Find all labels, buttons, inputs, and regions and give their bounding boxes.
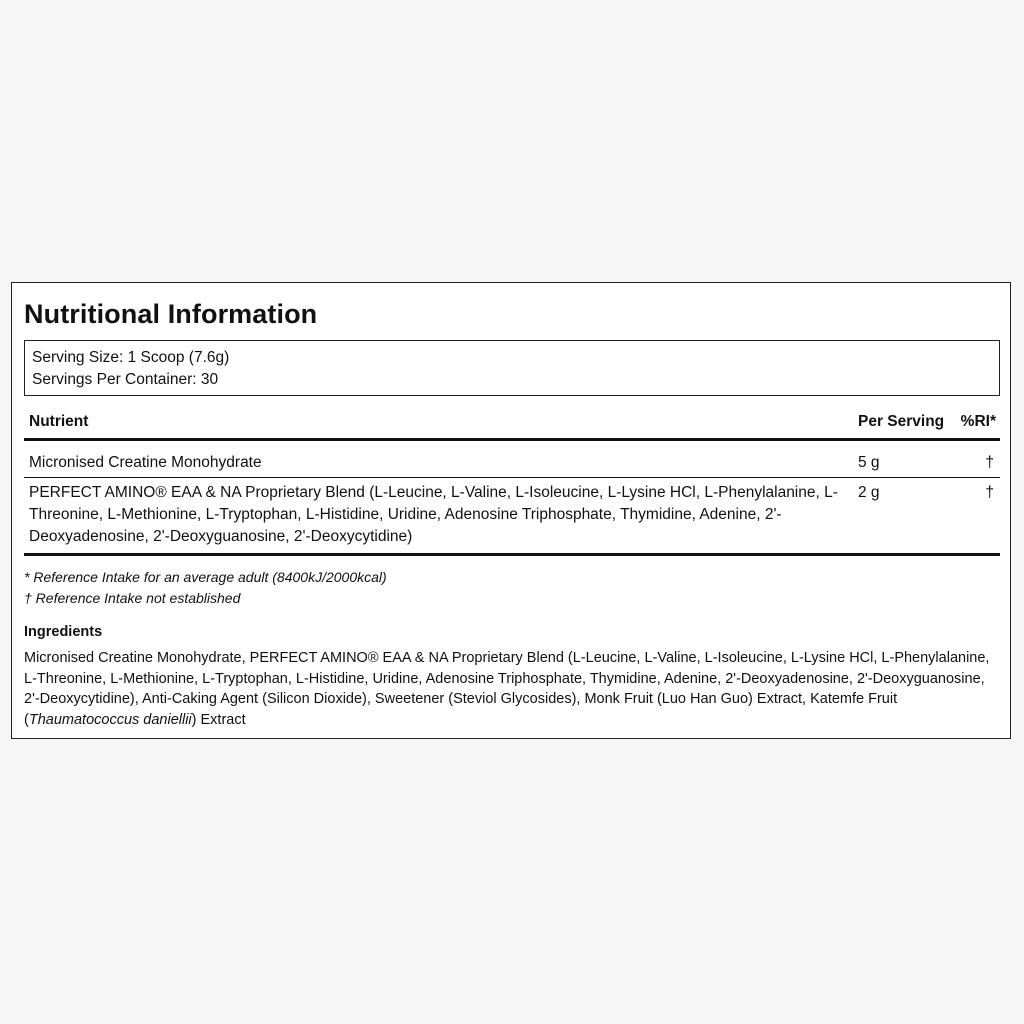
nutrient-table — [24, 401, 1000, 556]
table-row — [24, 478, 1000, 556]
serving-size: Serving Size: 1 Scoop (7.6g) — [32, 349, 230, 366]
ingredients-text-main: Micronised Creatine Monohydrate, PERFECT AMINO® EAA & NA Proprietary Blend (L-Leucine, L-Valine, L-Isoleucine, L-Lysine HCl, L-Phenylalanine, L-Threonine, L-Methionine, L-Tryptophan, L-Histidine, Uridine, Adenosine Triphosphate, Thymidine, Adenine, 2'-Deoxyadenosine, 2'-Deoxyguanosine, 2'-Deoxycytidine), Anti-Caking Agent (Silicon Dioxide), Sweetener (Steviol Glycosides), Monk Fruit (Luo Han Guo) Extract, Katemfe Fruit ( — [24, 650, 990, 728]
ingredients-text — [24, 648, 996, 730]
nutrient-name: PERFECT AMINO® EAA & NA Proprietary Blend (L-Leucine, L-Valine, L-Isoleucine, L-Lysine HCl, L-Phenylalanine, L-Threonine, L-Methionine, L-Tryptophan, L-Histidine, Uridine, Adenosine Triphosphate, Thymidine, Adenine, 2'-Deoxyadenosine, 2'-Deoxyguanosine, 2'-Deoxycytidine) — [29, 484, 838, 545]
ingredients-text-italic: Thaumatococcus daniellii — [28, 711, 192, 728]
header-nutrient: Nutrient — [29, 413, 89, 430]
footnote-reference-intake: * Reference Intake for an average adult (8400kJ/2000kcal) — [24, 569, 387, 585]
servings-per-container: Servings Per Container: 30 — [32, 371, 219, 388]
page-title: Nutritional Information — [24, 299, 318, 329]
header-ri: %RI* — [960, 413, 996, 430]
nutrient-amount: 2 g — [858, 484, 880, 501]
ingredients-text-end: ) Extract — [191, 711, 246, 728]
footnotes — [24, 567, 387, 609]
table-header-row — [24, 401, 1000, 441]
nutrition-panel — [11, 282, 1011, 739]
footnote-not-established: † Reference Intake not established — [24, 590, 241, 606]
nutrient-amount: 5 g — [858, 454, 880, 471]
table-row — [24, 441, 1000, 478]
ingredients-heading: Ingredients — [24, 624, 103, 640]
nutrient-name: Micronised Creatine Monohydrate — [29, 454, 262, 471]
serving-info-box — [24, 340, 1000, 396]
nutrient-ri: † — [985, 454, 994, 471]
nutrient-ri: † — [985, 484, 994, 501]
header-per-serving: Per Serving — [858, 413, 945, 430]
